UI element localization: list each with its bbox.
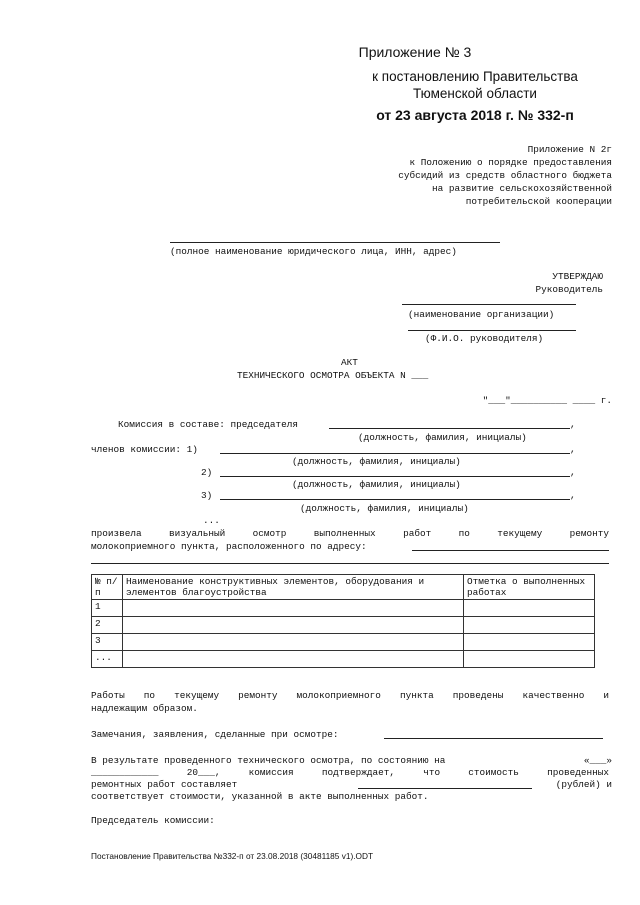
sub-appendix-line4: на развитие сельскохозяйственной — [431, 183, 612, 194]
head-label: Руководитель — [535, 284, 603, 295]
resolution-line1: к постановлению Правительства — [372, 69, 578, 84]
remarks-label: Замечания, заявления, сделанные при осмотре: — [91, 729, 339, 740]
table-row: 2 — [92, 617, 595, 634]
footer-text: Постановление Правительства №332-п от 23.08.2018 (30481185 v1).ODT — [91, 851, 374, 861]
member2-line[interactable] — [220, 476, 570, 477]
member2-caption: (должность, фамилия, инициалы) — [292, 479, 461, 490]
table-row: 1 — [92, 600, 595, 617]
act-subtitle: ТЕХНИЧЕСКОГО ОСМОТРА ОБЪЕКТА N ___ — [237, 370, 429, 381]
result-line3a: ремонтных работ составляет — [91, 779, 238, 790]
act-title: АКТ — [341, 357, 358, 368]
member1-line[interactable] — [220, 453, 570, 454]
sub-appendix-line5: потребительской кооперации — [465, 196, 612, 207]
members-ellipsis: ... — [203, 515, 220, 526]
org-caption: (наименование организации) — [408, 309, 555, 320]
members-label: членов комиссии: 1) — [91, 444, 198, 455]
resolution-line2: Тюменской области — [413, 86, 537, 101]
member2-label: 2) — [201, 467, 213, 478]
table-row: 3 — [92, 634, 595, 651]
header-num: № п/п — [92, 575, 123, 600]
inspection-line2: молокоприемного пункта, расположенного по адресу: — [91, 541, 367, 552]
fio-line[interactable] — [408, 330, 576, 331]
result-line1: В результате проведенного технического осмотра, по состоянию на — [91, 755, 446, 766]
address-line[interactable] — [412, 550, 609, 551]
org-name-line[interactable] — [402, 304, 576, 305]
cost-line[interactable] — [358, 788, 532, 789]
legal-entity-caption: (полное наименование юридического лица, ИНН, адрес) — [170, 246, 457, 257]
header-elements: Наименование конструктивных элементов, оборудования и элементов благоустройства — [123, 575, 464, 600]
member1-caption: (должность, фамилия, инициалы) — [292, 456, 461, 467]
works-line1: Работы по текущему ремонту молокоприемного пункта проведены качественно и — [91, 690, 609, 701]
appendix-title: Приложение № 3 — [358, 44, 472, 60]
header-mark: Отметка о выполненных работах — [464, 575, 595, 600]
chair-caption: (должность, фамилия, инициалы) — [358, 432, 527, 443]
sub-appendix-line3: субсидий из средств областного бюджета — [398, 170, 612, 181]
approve-label: УТВЕРЖДАЮ — [552, 271, 603, 282]
member3-line[interactable] — [220, 499, 570, 500]
works-line2: надлежащим образом. — [91, 703, 198, 714]
address-line-2[interactable] — [91, 563, 609, 564]
act-date-line[interactable]: "___"__________ ____ г. — [482, 395, 612, 406]
resolution-date: от 23 августа 2018 г. № 332-п — [376, 107, 574, 123]
works-table — [91, 574, 595, 668]
chairman-label: Председатель комиссии: — [91, 815, 215, 826]
result-line2: ____________ 20___, комиссия подтверждает, что стоимость проведенных — [91, 767, 609, 778]
sub-appendix-line1: Приложение N 2г — [527, 144, 612, 155]
sub-appendix-line2: к Положению о порядке предоставления — [409, 157, 612, 168]
result-line4: соответствует стоимости, указанной в акте выполненных работ. — [91, 791, 429, 802]
chair-line[interactable] — [329, 428, 570, 429]
remarks-line[interactable] — [384, 738, 603, 739]
inspection-line1: произвела визуальный осмотр выполненных работ по текущему ремонту — [91, 528, 609, 539]
chair-label: Комиссия в составе: председателя — [118, 419, 299, 430]
legal-entity-line[interactable] — [170, 242, 500, 243]
member3-caption: (должность, фамилия, инициалы) — [300, 503, 469, 514]
member3-label: 3) — [201, 490, 213, 501]
result-line3b: (рублей) и — [555, 779, 612, 790]
fio-caption: (Ф.И.О. руководителя) — [425, 333, 544, 344]
table-header-row — [92, 575, 595, 600]
table-row: ... — [92, 651, 595, 668]
result-day[interactable]: «___» — [583, 755, 612, 766]
